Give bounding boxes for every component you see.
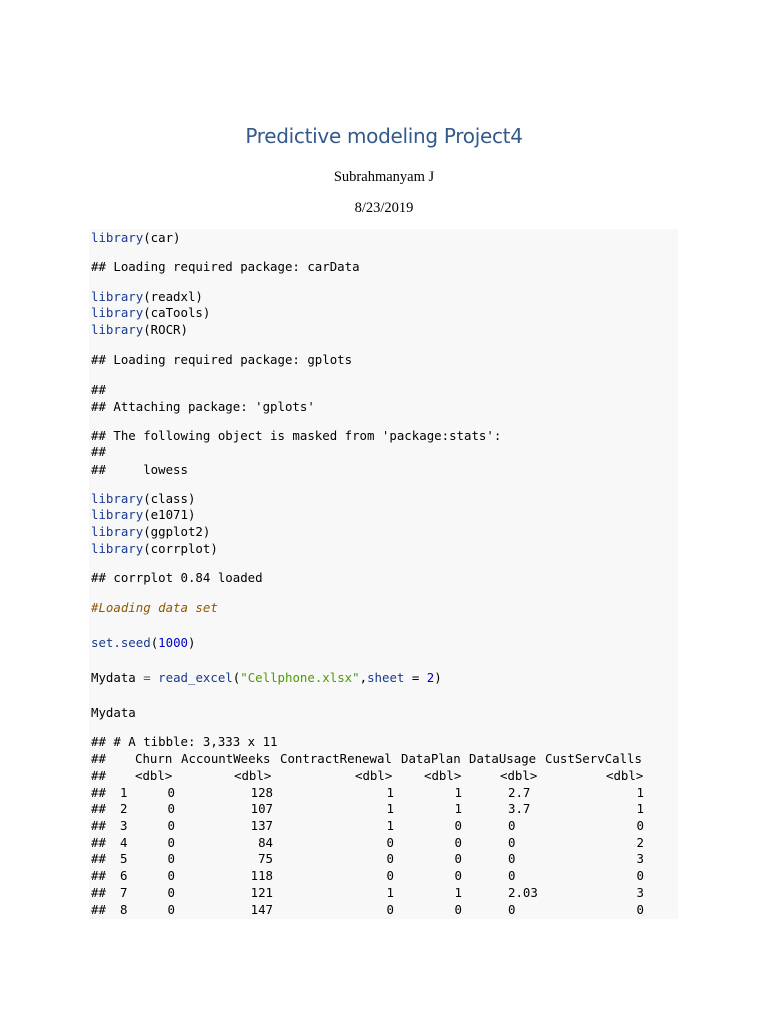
table-cell: 147 bbox=[250, 902, 273, 917]
document-author: Subrahmanyam J bbox=[333, 169, 435, 185]
table-cell: 0 bbox=[167, 785, 175, 800]
table-cell: 128 bbox=[250, 785, 273, 800]
table-cell: 84 bbox=[258, 835, 273, 850]
output-line: ## Loading required package: gplots bbox=[91, 352, 353, 367]
table-cell: 1 bbox=[636, 785, 644, 800]
function-name: library bbox=[91, 524, 144, 539]
function-name: library bbox=[91, 507, 144, 522]
code-line-library-e1071 bbox=[91, 507, 195, 523]
code-line-print: Mydata bbox=[91, 705, 136, 720]
document-date: 8/23/2019 bbox=[354, 200, 414, 216]
table-cell: 0 bbox=[636, 902, 644, 917]
table-cell: 3.7 bbox=[508, 801, 531, 816]
table-cell: 0 bbox=[508, 902, 516, 917]
column-header: AccountWeeks bbox=[181, 751, 271, 766]
table-cell: 0 bbox=[454, 902, 462, 917]
function-name: library bbox=[91, 322, 144, 337]
function-args: (readxl) bbox=[143, 289, 203, 304]
table-cell: 0 bbox=[508, 835, 516, 850]
table-cell: 1 bbox=[454, 785, 462, 800]
function-name: library bbox=[91, 230, 144, 245]
table-cell: 1 bbox=[454, 885, 462, 900]
table-cell: 2.7 bbox=[508, 785, 531, 800]
row-prefix: ## bbox=[91, 835, 106, 850]
table-cell: 1 bbox=[636, 801, 644, 816]
paren-open: ( bbox=[232, 670, 241, 685]
table-row bbox=[91, 868, 671, 884]
code-line-library-ggplot2 bbox=[91, 524, 210, 540]
table-cell: 1 bbox=[454, 801, 462, 816]
column-type: <dbl> bbox=[355, 768, 393, 783]
table-cell: 0 bbox=[167, 885, 175, 900]
function-name: library bbox=[91, 491, 144, 506]
table-cell: 0 bbox=[386, 851, 394, 866]
function-args: (class) bbox=[143, 491, 196, 506]
row-prefix: ## bbox=[91, 902, 106, 917]
row-prefix: ## bbox=[91, 851, 106, 866]
variable-name: Mydata bbox=[91, 670, 144, 685]
row-index: 5 bbox=[120, 851, 128, 866]
table-cell: 0 bbox=[167, 801, 175, 816]
code-line-library-class bbox=[91, 491, 195, 507]
table-cell: 0 bbox=[508, 851, 516, 866]
table-cell: 3 bbox=[636, 851, 644, 866]
row-prefix: ## bbox=[91, 801, 106, 816]
table-cell: 0 bbox=[508, 868, 516, 883]
row-index: 2 bbox=[120, 801, 128, 816]
table-cell: 0 bbox=[454, 818, 462, 833]
table-cell: 0 bbox=[636, 868, 644, 883]
table-row bbox=[91, 835, 671, 851]
numeric-literal: 2 bbox=[426, 670, 435, 685]
table-cell: 121 bbox=[250, 885, 273, 900]
column-header: DataPlan bbox=[401, 751, 461, 766]
table-cell: 0 bbox=[454, 851, 462, 866]
row-index: 3 bbox=[120, 818, 128, 833]
output-line: ## Attaching package: 'gplots' bbox=[91, 399, 315, 414]
table-cell: 0 bbox=[167, 851, 175, 866]
table-cell: 107 bbox=[250, 801, 273, 816]
row-index: 1 bbox=[120, 785, 128, 800]
function-name: read_excel bbox=[158, 670, 233, 685]
output-line: ## Loading required package: carData bbox=[91, 259, 360, 274]
table-cell: 1 bbox=[386, 818, 394, 833]
table-cell: 75 bbox=[258, 851, 273, 866]
paren-close: ) bbox=[188, 635, 196, 650]
assign-operator: = bbox=[143, 670, 151, 685]
paren-close: ) bbox=[434, 670, 442, 685]
output-line: ## lowess bbox=[91, 462, 188, 477]
row-index: 6 bbox=[120, 868, 128, 883]
row-prefix: ## bbox=[91, 868, 106, 883]
argument-name: sheet bbox=[367, 670, 405, 685]
row-prefix: ## bbox=[91, 818, 106, 833]
function-name: library bbox=[91, 305, 144, 320]
table-row bbox=[91, 801, 671, 817]
table-cell: 0 bbox=[167, 818, 175, 833]
row-index: 8 bbox=[120, 902, 128, 917]
table-cell: 0 bbox=[508, 818, 516, 833]
column-type: <dbl> bbox=[234, 768, 272, 783]
function-args: (ggplot2) bbox=[143, 524, 211, 539]
row-prefix: ## bbox=[91, 885, 106, 900]
function-args: (corrplot) bbox=[143, 541, 218, 556]
column-type: <dbl> bbox=[606, 768, 644, 783]
table-cell: 0 bbox=[167, 902, 175, 917]
output-line: ## # A tibble: 3,333 x 11 bbox=[91, 734, 278, 749]
table-cell: 0 bbox=[636, 818, 644, 833]
table-type-row bbox=[91, 768, 671, 784]
table-cell: 137 bbox=[250, 818, 273, 833]
row-index: 4 bbox=[120, 835, 128, 850]
column-header: DataUsage bbox=[469, 751, 537, 766]
row-prefix: ## bbox=[91, 751, 106, 766]
code-line-library-catools bbox=[91, 305, 210, 321]
table-cell: 0 bbox=[386, 868, 394, 883]
function-args: (e1071) bbox=[143, 507, 196, 522]
equals: = bbox=[404, 670, 427, 685]
column-header: ContractRenewal bbox=[280, 751, 392, 766]
output-line: ## bbox=[91, 444, 106, 459]
column-header: CustServCalls bbox=[545, 751, 642, 766]
function-name: set.seed bbox=[91, 635, 151, 650]
code-line-set-seed bbox=[91, 635, 195, 651]
tibble-table bbox=[91, 751, 644, 917]
table-cell: 0 bbox=[386, 835, 394, 850]
table-cell: 118 bbox=[250, 868, 273, 883]
column-type: <dbl> bbox=[424, 768, 462, 783]
function-args: (ROCR) bbox=[143, 322, 188, 337]
function-args: (caTools) bbox=[143, 305, 211, 320]
string-literal: "Cellphone.xlsx" bbox=[240, 670, 360, 685]
column-type: <dbl> bbox=[135, 768, 173, 783]
numeric-literal: 1000 bbox=[158, 635, 188, 650]
code-line-library-readxl bbox=[91, 289, 203, 305]
column-type: <dbl> bbox=[500, 768, 538, 783]
table-row bbox=[91, 785, 671, 801]
row-prefix: ## bbox=[91, 785, 106, 800]
output-line: ## bbox=[91, 382, 106, 397]
code-line-library-car bbox=[91, 230, 181, 246]
table-cell: 0 bbox=[454, 835, 462, 850]
table-cell: 0 bbox=[454, 868, 462, 883]
column-header: Churn bbox=[135, 751, 173, 766]
table-cell: 0 bbox=[167, 835, 175, 850]
code-line-read-excel bbox=[91, 670, 442, 686]
code-line-library-rocr bbox=[91, 322, 188, 338]
table-row bbox=[91, 885, 671, 901]
table-row bbox=[91, 902, 671, 918]
table-cell: 0 bbox=[386, 902, 394, 917]
table-row bbox=[91, 818, 671, 834]
table-cell: 0 bbox=[167, 868, 175, 883]
output-line: ## The following object is masked from 'package:stats': bbox=[91, 428, 502, 443]
function-name: library bbox=[91, 289, 144, 304]
table-cell: 1 bbox=[386, 785, 394, 800]
table-cell: 1 bbox=[386, 885, 394, 900]
table-cell: 2.03 bbox=[508, 885, 538, 900]
row-prefix: ## bbox=[91, 768, 106, 783]
table-row bbox=[91, 851, 671, 867]
code-line-library-corrplot bbox=[91, 541, 218, 557]
row-index: 7 bbox=[120, 885, 128, 900]
output-line: ## corrplot 0.84 loaded bbox=[91, 570, 263, 585]
table-cell: 2 bbox=[636, 835, 644, 850]
comma: , bbox=[359, 670, 368, 685]
paren-open: ( bbox=[150, 635, 159, 650]
document-title: Predictive modeling Project4 bbox=[245, 124, 523, 148]
function-name: library bbox=[91, 541, 144, 556]
table-header-row bbox=[91, 751, 671, 767]
table-cell: 1 bbox=[386, 801, 394, 816]
function-args: (car) bbox=[143, 230, 181, 245]
code-comment: #Loading data set bbox=[91, 600, 218, 615]
table-cell: 3 bbox=[636, 885, 644, 900]
